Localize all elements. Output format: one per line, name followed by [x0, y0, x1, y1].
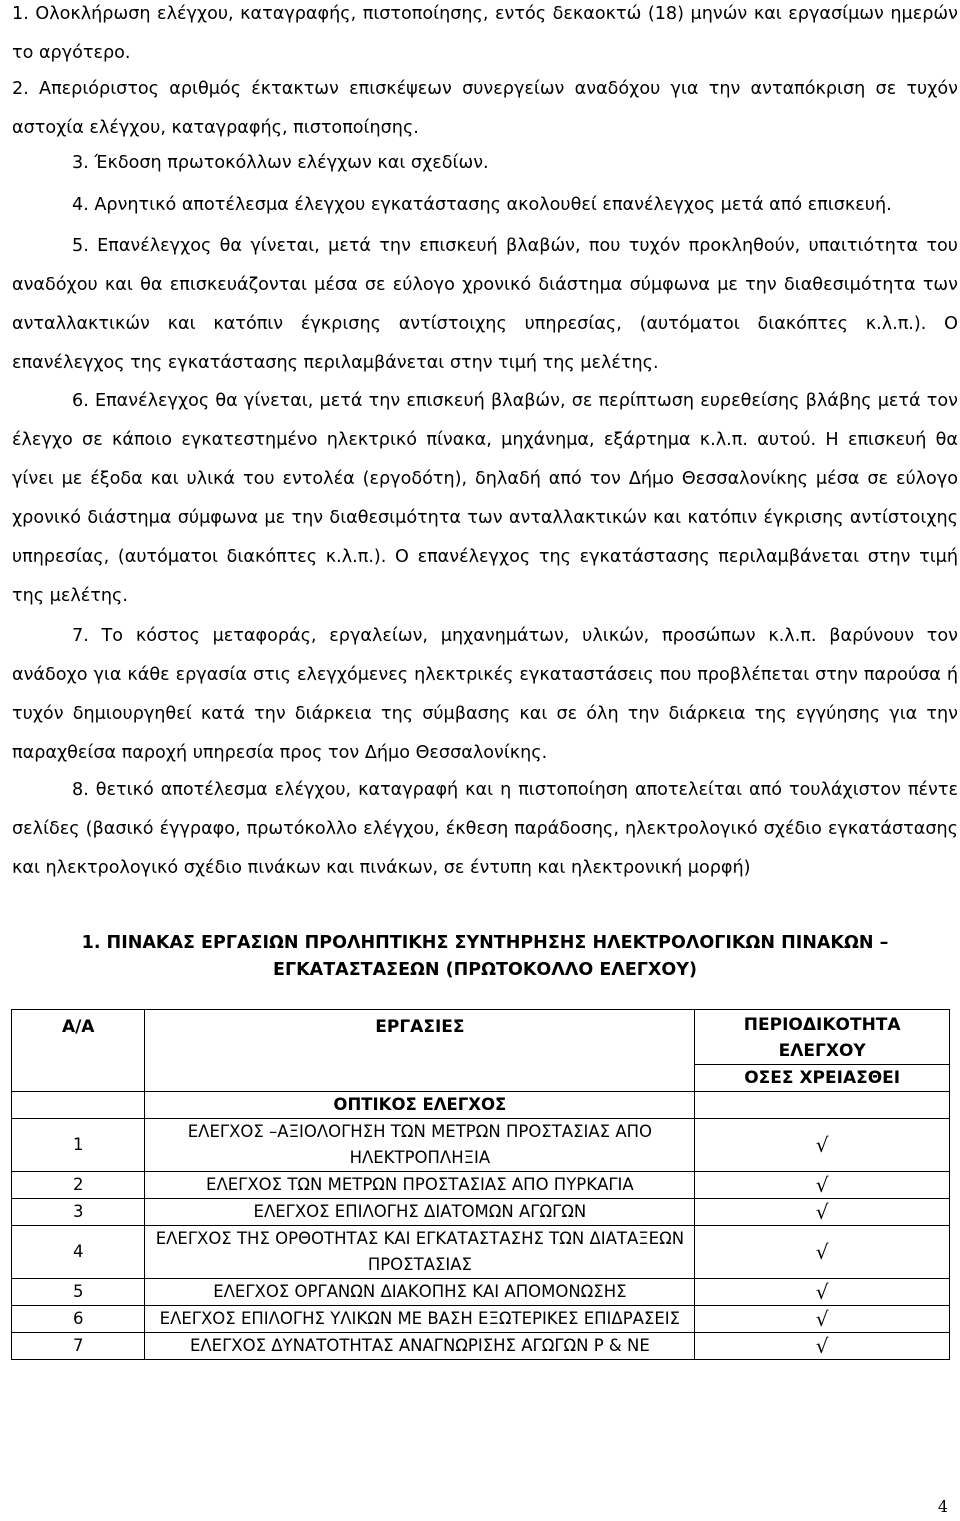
- table-row: [12, 1279, 950, 1306]
- check-mark-icon: √: [695, 1119, 950, 1172]
- paragraph-5: 5. Επανέλεγχος θα γίνεται, μετά την επισκευή βλαβών, που τυχόν προκληθούν, υπαιτιότητα του αναδόχου και θα επισκευάζονται μέσα σε εύλογο χρονικό διάστημα σύμφωνα με την διαθεσιμότητα των ανταλλακτικών και κατόπιν έγκρισης αντίστοιχης υπηρεσίας, (αυτόματοι διακόπτες κ.λ.π.). Ο επανέλεγχος της εγκατάστασης περιλαμβάνεται στην τιμή της μελέτης.: [12, 236, 958, 373]
- row-task: ΕΛΕΓΧΟΣ –ΑΞΙΟΛΟΓΗΣΗ ΤΩΝ ΜΕΤΡΩΝ ΠΡΟΣΤΑΣΙΑΣ ΑΠΟ ΗΛΕΚΤΡΟΠΛΗΞΙΑ: [145, 1119, 695, 1172]
- check-mark-icon: √: [695, 1226, 950, 1279]
- table-row: [12, 1306, 950, 1333]
- header-period: ΠΕΡΙΟΔΙΚΟΤΗΤΑ ΕΛΕΓΧΟΥ: [695, 1010, 950, 1065]
- table-row: [12, 1333, 950, 1360]
- check-mark-icon: √: [695, 1279, 950, 1306]
- table-row: [12, 1172, 950, 1199]
- row-task: ΕΛΕΓΧΟΣ ΕΠΙΛΟΓΗΣ ΥΛΙΚΩΝ ΜΕ ΒΑΣΗ ΕΞΩΤΕΡΙΚΕΣ ΕΠΙΔΡΑΣΕΙΣ: [145, 1306, 695, 1333]
- paragraph-3: 3. Έκδοση πρωτοκόλλων ελέγχων και σχεδίων.: [72, 153, 489, 173]
- table-cell: [12, 1092, 145, 1119]
- row-number: 5: [12, 1279, 145, 1306]
- row-number: 6: [12, 1306, 145, 1333]
- group-title: ΟΠΤΙΚΟΣ ΕΛΕΓΧΟΣ: [145, 1092, 695, 1119]
- row-task: ΕΛΕΓΧΟΣ ΤΩΝ ΜΕΤΡΩΝ ΠΡΟΣΤΑΣΙΑΣ ΑΠΟ ΠΥΡΚΑΓΙΑ: [145, 1172, 695, 1199]
- header-tasks: ΕΡΓΑΣΙΕΣ: [145, 1010, 695, 1092]
- table-cell: [695, 1092, 950, 1119]
- row-task: ΕΛΕΓΧΟΣ ΟΡΓΑΝΩΝ ΔΙΑΚΟΠΗΣ ΚΑΙ ΑΠΟΜΟΝΩΣΗΣ: [145, 1279, 695, 1306]
- check-mark-icon: √: [695, 1199, 950, 1226]
- row-task: ΕΛΕΓΧΟΣ ΔΥΝΑΤΟΤΗΤΑΣ ΑΝΑΓΝΩΡΙΣΗΣ ΑΓΩΓΩΝ Ρ & ΝΕ: [145, 1333, 695, 1360]
- row-task: ΕΛΕΓΧΟΣ ΤΗΣ ΟΡΘΟΤΗΤΑΣ ΚΑΙ ΕΓΚΑΤΑΣΤΑΣΗΣ ΤΩΝ ΔΙΑΤΑΞΕΩΝ ΠΡΟΣΤΑΣΙΑΣ: [145, 1226, 695, 1279]
- check-mark-icon: √: [695, 1333, 950, 1360]
- row-number: 4: [12, 1226, 145, 1279]
- table-group-row: [12, 1092, 950, 1119]
- table-row: [12, 1226, 950, 1279]
- paragraph-7: 7. Το κόστος μεταφοράς, εργαλείων, μηχανημάτων, υλικών, προσώπων κ.λ.π. βαρύνουν τον ανάδοχο για κάθε εργασία στις ελεγχόμενες ηλεκτρικές εγκαταστάσεις που προβλέπεται στην παρούσα ή τυχόν δημιουργηθεί κατά την διάρκεια της σύμβασης και σε όλη την διάρκεια της εγγύησης για την παραχθείσα παροχή υπηρεσία προς τον Δήμο Θεσσαλονίκης.: [12, 626, 958, 763]
- check-mark-icon: √: [695, 1172, 950, 1199]
- table-header-row: [12, 1010, 950, 1065]
- paragraph-8: 8. θετικό αποτέλεσμα ελέγχου, καταγραφή και η πιστοποίηση αποτελείται από τουλάχιστον πέντε σελίδες (βασικό έγγραφο, πρωτόκολλο ελέγχου, έκθεση παράδοσης, ηλεκτρολογικό σχέδιο εγκατάστασης και ηλεκτρολογικό σχέδιο πινάκων και πινάκων, σε έντυπη και ηλεκτρονική μορφή): [12, 780, 958, 878]
- paragraph-1: 1. Ολοκλήρωση ελέγχου, καταγραφής, πιστοποίησης, εντός δεκαοκτώ (18) μηνών και εργασίμων ημερών το αργότερο.: [12, 4, 958, 63]
- paragraph-6: 6. Επανέλεγχος θα γίνεται, μετά την επισκευή βλαβών, σε περίπτωση ευρεθείσης βλάβης μετά τον έλεγχο σε κάποιο εγκατεστημένο ηλεκτρικό πίνακα, μηχάνημα, εξάρτημα κ.λ.π. αυτού. Η επισκευή θα γίνει με έξοδα και υλικά του εντολέα (εργοδότη), δηλαδή από τον Δήμο Θεσσαλονίκης μέσα σε εύλογο χρονικό διάστημα σύμφωνα με την διαθεσιμότητα των ανταλλακτικών και κατόπιν έγκρισης αντίστοιχης υπηρεσίας, (αυτόματοι διακόπτες κ.λ.π.). Ο επανέλεγχος της εγκατάστασης περιλαμβάνεται στην τιμή της μελέτης.: [12, 391, 958, 606]
- check-mark-icon: √: [695, 1306, 950, 1333]
- row-number: 7: [12, 1333, 145, 1360]
- header-aa: Α/Α: [12, 1010, 145, 1092]
- row-number: 3: [12, 1199, 145, 1226]
- paragraph-4: 4. Αρνητικό αποτέλεσμα έλεγχου εγκατάστασης ακολουθεί επανέλεγχος μετά από επισκευή.: [72, 195, 892, 215]
- section-title-line-1: 1. ΠΙΝΑΚΑΣ ΕΡΓΑΣΙΩΝ ΠΡΟΛΗΠΤΙΚΗΣ ΣΥΝΤΗΡΗΣΗΣ ΗΛΕΚΤΡΟΛΟΓΙΚΩΝ ΠΙΝΑΚΩΝ –: [81, 933, 889, 953]
- table-row: [12, 1199, 950, 1226]
- row-number: 2: [12, 1172, 145, 1199]
- subheader-period: ΟΣΕΣ ΧΡΕΙΑΣΘΕΙ: [695, 1065, 950, 1092]
- row-task: ΕΛΕΓΧΟΣ ΕΠΙΛΟΓΗΣ ΔΙΑΤΟΜΩΝ ΑΓΩΓΩΝ: [145, 1199, 695, 1226]
- section-title-line-2: ΕΓΚΑΤΑΣΤΑΣΕΩΝ (ΠΡΩΤΟΚΟΛΛΟ ΕΛΕΓΧΟΥ): [273, 960, 697, 980]
- maintenance-table: [11, 1009, 950, 1360]
- paragraph-2: 2. Απεριόριστος αριθμός έκτακτων επισκέψεων συνεργείων αναδόχου για την ανταπόκριση σε τυχόν αστοχία ελέγχου, καταγραφής, πιστοποίησης.: [12, 79, 958, 138]
- row-number: 1: [12, 1119, 145, 1172]
- table-row: [12, 1119, 950, 1172]
- page-number: 4: [937, 1497, 948, 1516]
